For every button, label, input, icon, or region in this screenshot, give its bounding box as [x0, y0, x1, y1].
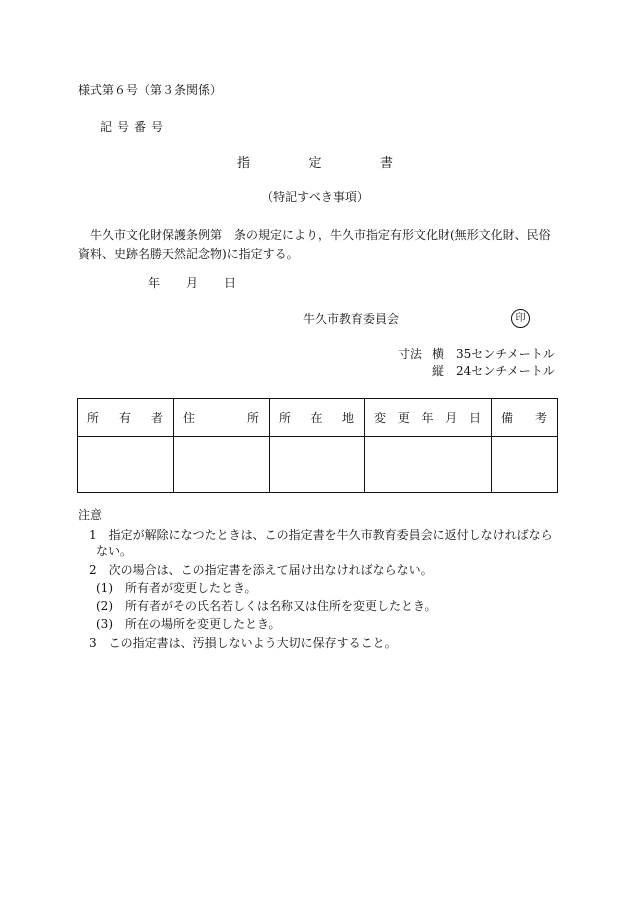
- header-char: 変: [374, 411, 387, 425]
- document-title: [237, 157, 393, 170]
- form-number: 様式第６号（第３条関係）: [78, 83, 223, 97]
- note-item-2-sub-3: (3) 所在の場所を変更したとき。: [96, 617, 281, 631]
- header-address-chars: [174, 409, 269, 426]
- table-header-row: [78, 399, 558, 437]
- header-char: 住: [183, 411, 196, 425]
- notes-heading: 注意: [78, 508, 103, 522]
- date-year: 年: [148, 276, 161, 290]
- header-char: 年: [421, 411, 434, 425]
- header-remarks-chars: [492, 409, 557, 426]
- date-month: 月: [186, 276, 199, 290]
- header-char: 月: [445, 411, 458, 425]
- header-char: 日: [468, 411, 481, 425]
- seal-mark: 印: [511, 309, 530, 328]
- header-char: 更: [397, 411, 410, 425]
- header-owner-chars: [78, 409, 173, 426]
- header-location: [270, 399, 365, 437]
- designation-body-text: 牛久市文化財保護条例第 条の規定により，牛久市指定有形文化財(無形文化財、民俗資料、史跡名勝天然記念物)に指定する。: [78, 228, 551, 261]
- note-item-1-continued: ない。: [96, 544, 133, 558]
- header-change-date: [365, 399, 492, 437]
- cell-remarks: [492, 437, 558, 493]
- size-horizontal: 横 35センチメートル: [432, 347, 555, 361]
- header-location-chars: [270, 409, 364, 426]
- date-day: 日: [224, 276, 237, 290]
- date-line: [148, 277, 236, 289]
- title-char-3: 書: [379, 156, 393, 171]
- header-char: 地: [341, 411, 354, 425]
- cell-location: [270, 437, 365, 493]
- header-char: 有: [118, 411, 131, 425]
- header-char: 考: [534, 411, 547, 425]
- record-number-label: 記号番号: [100, 120, 169, 134]
- header-char: 備: [501, 411, 514, 425]
- issuer-name: 牛久市教育委員会: [303, 312, 400, 326]
- header-owner: [78, 399, 174, 437]
- cell-owner: [78, 437, 174, 493]
- table-row: [78, 437, 558, 493]
- note-item-2: 2 次の場合は、この指定書を添えて届け出なければならない。: [89, 563, 433, 577]
- note-item-2-sub-2: (2) 所有者がその氏名若しくは名称又は住所を変更したとき。: [96, 599, 437, 613]
- cell-change-date: [365, 437, 492, 493]
- title-char-1: 指: [237, 156, 251, 171]
- note-item-3: 3 この指定書は、汚損しないよう大切に保存すること。: [89, 636, 397, 650]
- header-char: 在: [310, 411, 323, 425]
- size-vertical: 縦 24センチメートル: [432, 364, 555, 378]
- register-table: [77, 398, 558, 493]
- cell-address: [174, 437, 270, 493]
- size-label: 寸法: [398, 347, 423, 361]
- header-char: 所: [279, 411, 292, 425]
- special-notes-label: （特記すべき事項）: [261, 190, 369, 204]
- header-address: [174, 399, 270, 437]
- header-char: 者: [150, 411, 163, 425]
- header-remarks: [492, 399, 558, 437]
- title-char-2: 定: [308, 156, 322, 171]
- header-char: 所: [87, 411, 100, 425]
- note-item-1: 1 指定が解除になつたときは、この指定書を牛久市教育委員会に返付しなければなら: [89, 528, 553, 542]
- note-item-2-sub-1: (1) 所有者が変更したとき。: [96, 581, 257, 595]
- header-char: 所: [246, 411, 259, 425]
- header-change-date-chars: [365, 409, 491, 426]
